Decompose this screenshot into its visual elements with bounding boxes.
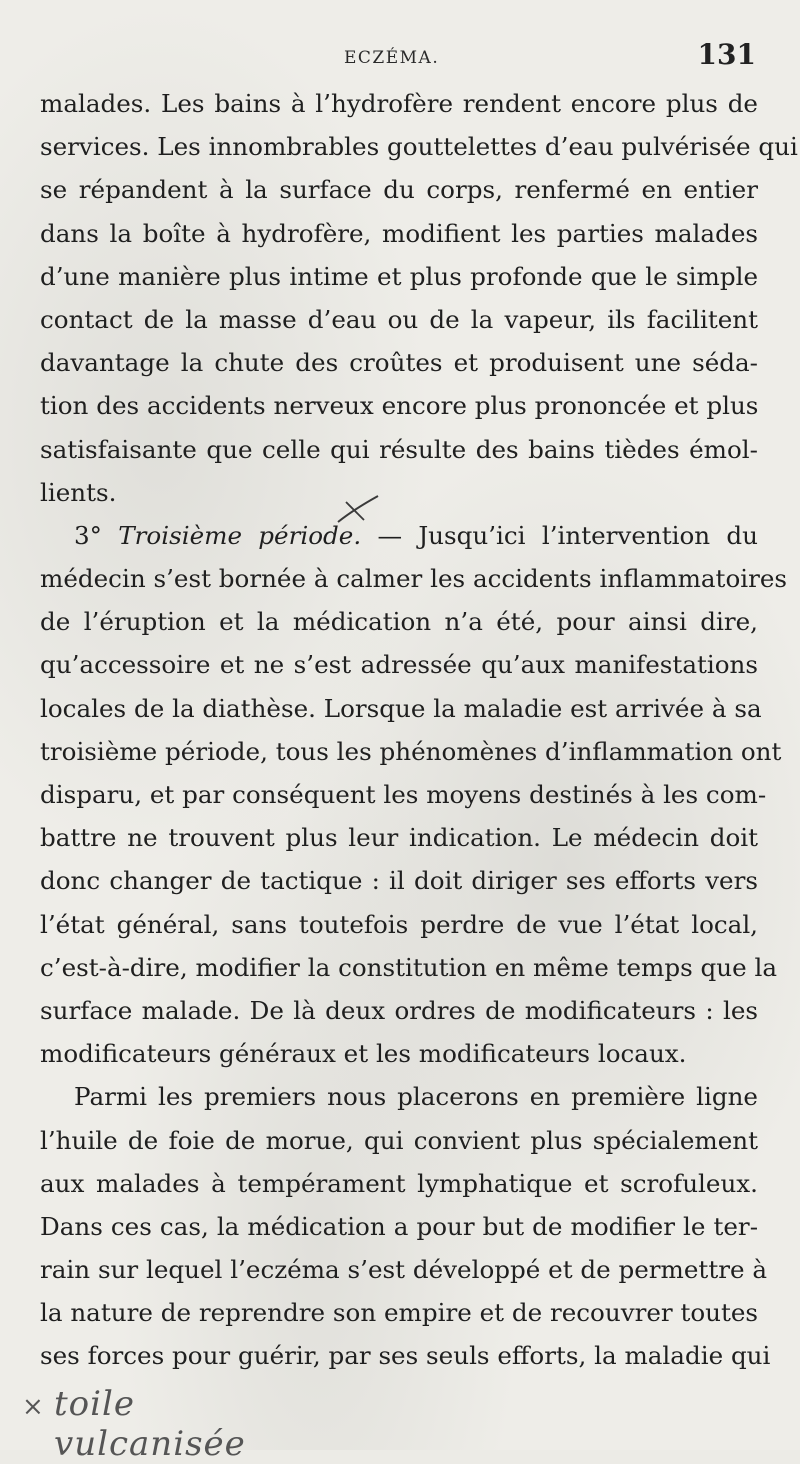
handwritten-mark: × xyxy=(22,1392,44,1422)
text-line: qu’accessoire et ne s’est adressée qu’aux manifestations xyxy=(40,650,758,680)
chapter-title: ECZÉMA. xyxy=(344,48,440,68)
text-line: tion des accidents nerveux encore plus prononcée et plus xyxy=(40,391,759,421)
text-line: médecin s’est bornée à calmer les accidents inflammatoires xyxy=(40,564,788,594)
text-line: ses forces pour guérir, par ses seuls efforts, la maladie qui xyxy=(40,1341,771,1371)
text-line: l’huile de foie de morue, qui convient plus spécialement xyxy=(40,1125,758,1155)
text-line: contact de la masse d’eau ou de la vapeur, ils facilitent xyxy=(40,304,758,334)
text-line: l’état général, sans toutefois perdre de vue l’état local, xyxy=(40,909,758,939)
section-number: 3° xyxy=(74,520,102,550)
handwritten-note: toile vulcanisée xyxy=(54,1384,246,1464)
text-line: troisième période, tous les phénomènes d’inflammation ont xyxy=(40,736,782,766)
pen-cross-mark-icon xyxy=(334,492,384,526)
text-line: disparu, et par conséquent les moyens destinés à les com- xyxy=(40,780,767,809)
handwritten-annotation xyxy=(18,1382,338,1464)
body-text xyxy=(40,82,798,1378)
text-line: c’est-à-dire, modifier la constitution en même temps que la xyxy=(40,952,778,982)
section-first-line: — Jusqu’ici l’intervention du xyxy=(377,520,758,550)
text-line: modificateurs généraux et les modificateurs locaux. xyxy=(40,1039,687,1069)
text-line: de l’éruption et la médication n’a été, pour ainsi dire, xyxy=(40,607,758,637)
text-line: la nature de reprendre son empire et de recouvrer toutes xyxy=(40,1298,759,1328)
text-line: malades. Les bains à l’hydrofère rendent encore plus de xyxy=(40,89,758,118)
section-heading-line xyxy=(40,514,758,557)
text-line: lients. xyxy=(40,477,117,507)
running-head xyxy=(0,38,800,78)
text-line: locales de la diathèse. Lorsque la maladie est arrivée à sa xyxy=(40,693,762,723)
text-line: battre ne trouvent plus leur indication. Le médecin doit xyxy=(40,823,758,853)
text-line: Dans ces cas, la médication a pour but de modifier le ter- xyxy=(40,1211,758,1241)
text-line: rain sur lequel l’eczéma s’est développé et de permettre à xyxy=(40,1255,767,1285)
text-line: satisfaisante que celle qui résulte des bains tièdes émol- xyxy=(40,434,758,464)
text-line: se répandent à la surface du corps, renfermé en entier xyxy=(40,175,758,205)
text-line: davantage la chute des croûtes et produisent une séda- xyxy=(40,348,758,378)
text-line: dans la boîte à hydrofère, modifient les parties malades xyxy=(40,218,758,248)
page-number: 131 xyxy=(697,38,756,71)
text-line: donc changer de tactique : il doit diriger ses efforts vers xyxy=(40,866,758,896)
text-line: surface malade. De là deux ordres de modificateurs : les xyxy=(40,995,758,1025)
text-line: Parmi les premiers nous placerons en première ligne xyxy=(74,1082,758,1112)
section-title: Troisième période. xyxy=(118,520,362,550)
text-line: services. Les innombrables gouttelettes d’eau pulvérisée qui xyxy=(40,132,798,162)
text-line: d’une manière plus intime et plus profonde que le simple xyxy=(40,261,758,291)
text-line: aux malades à tempérament lymphatique et scrofuleux. xyxy=(40,1168,758,1198)
